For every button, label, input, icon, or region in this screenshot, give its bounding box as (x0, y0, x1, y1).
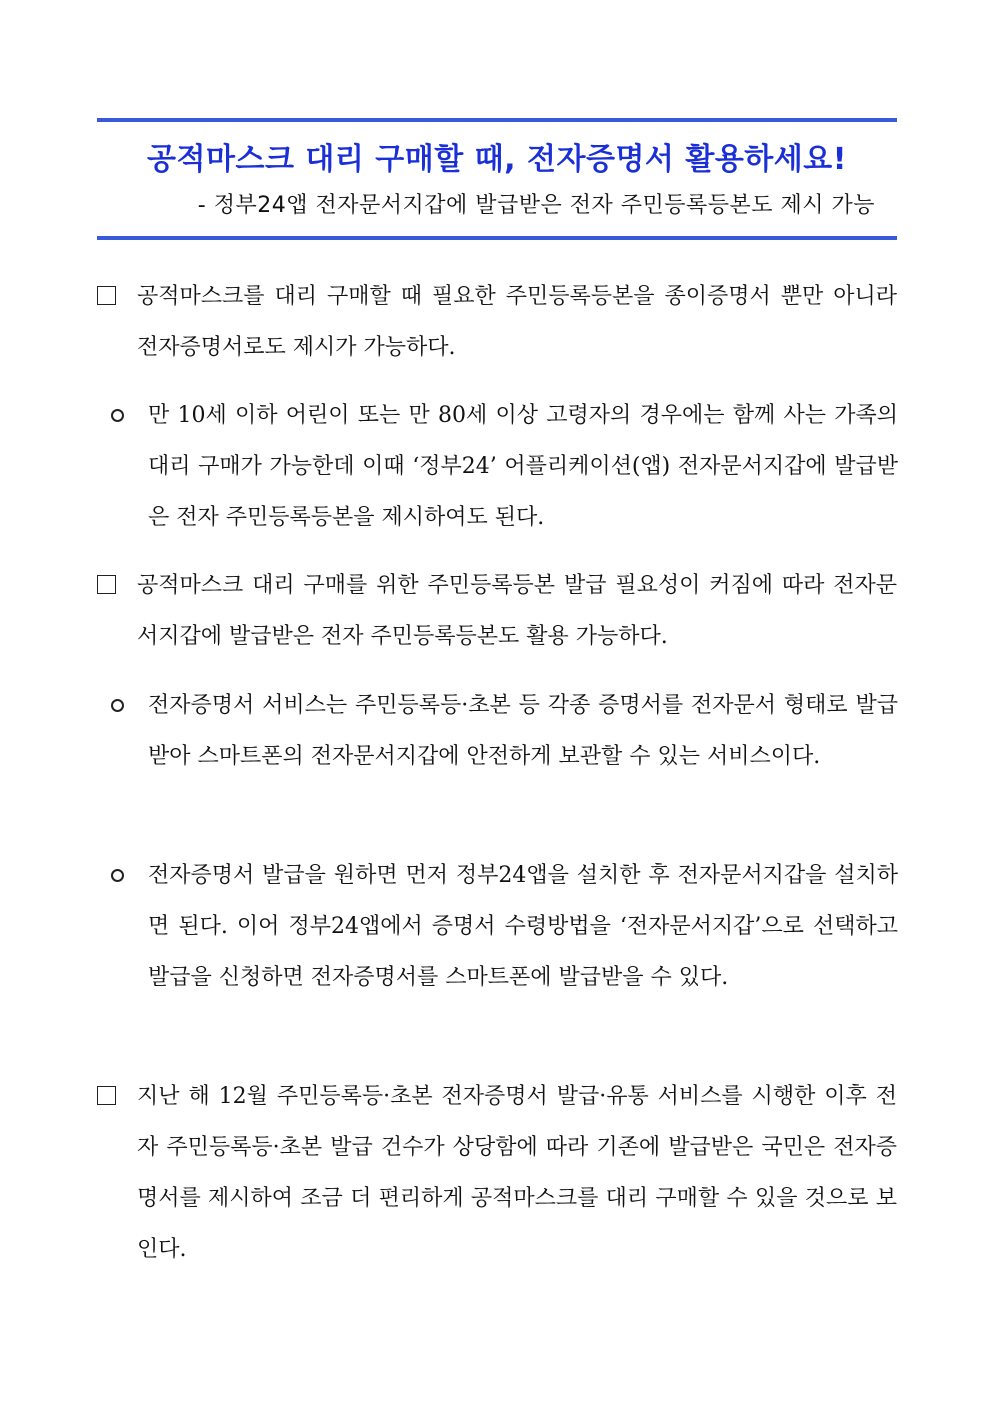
square-bullet-icon (97, 560, 127, 611)
square-bullet-icon (97, 1071, 127, 1122)
page-subtitle: - 정부24앱 전자문서지갑에 발급받은 전자 주민등록등본도 제시 가능 (197, 193, 875, 218)
header-bottom-rule (97, 236, 897, 240)
section-paragraph-4 (148, 680, 898, 782)
section-text: 지난 해 12월 주민등록등·초본 전자증명서 발급·유통 서비스를 시행한 이후 전자 주민등록등·초본 발급 건수가 상당함에 따라 기존에 발급받은 국민은 전자증명서를 제시하여 조금 더 편리하게 공적마스크를 대리 구매할 수 있을 것으로 보인다. (137, 1084, 897, 1262)
section-text: 만 10세 이하 어린이 또는 만 80세 이상 고령자의 경우에는 함께 사는 가족의 대리 구매가 가능한데 이때 ‘정부24’ 어플리케이션(앱) 전자문서지갑에 발급받은 전자 주민등록등본을 제시하여도 된다. (148, 403, 898, 530)
section-text: 공적마스크를 대리 구매할 때 필요한 주민등록등본을 종이증명서 뿐만 아니라 전자증명서로도 제시가 가능하다. (137, 284, 897, 360)
circle-bullet-icon (111, 390, 141, 441)
section-paragraph-5 (148, 850, 898, 1003)
circle-bullet-icon (111, 680, 141, 731)
section-paragraph-6 (137, 1071, 897, 1275)
section-text: 공적마스크 대리 구매를 위한 주민등록등본 발급 필요성이 커짐에 따라 전자문서지갑에 발급받은 전자 주민등록등본도 활용 가능하다. (137, 573, 897, 649)
square-bullet-icon (97, 271, 127, 322)
header-top-rule (97, 118, 897, 122)
section-text: 전자증명서 발급을 원하면 먼저 정부24앱을 설치한 후 전자문서지갑을 설치하면 된다. 이어 정부24앱에서 증명서 수령방법을 ‘전자문서지갑’으로 선택하고 발급을 신청하면 전자증명서를 스마트폰에 발급받을 수 있다. (148, 863, 898, 990)
page-title: 공적마스크 대리 구매할 때, 전자증명서 활용하세요! (147, 142, 847, 177)
section-paragraph-2 (148, 390, 898, 543)
section-paragraph-3 (137, 560, 897, 662)
section-paragraph-1 (137, 271, 897, 373)
section-text: 전자증명서 서비스는 주민등록등·초본 등 각종 증명서를 전자문서 형태로 발급받아 스마트폰의 전자문서지갑에 안전하게 보관할 수 있는 서비스이다. (148, 693, 898, 769)
circle-bullet-icon (111, 850, 141, 901)
